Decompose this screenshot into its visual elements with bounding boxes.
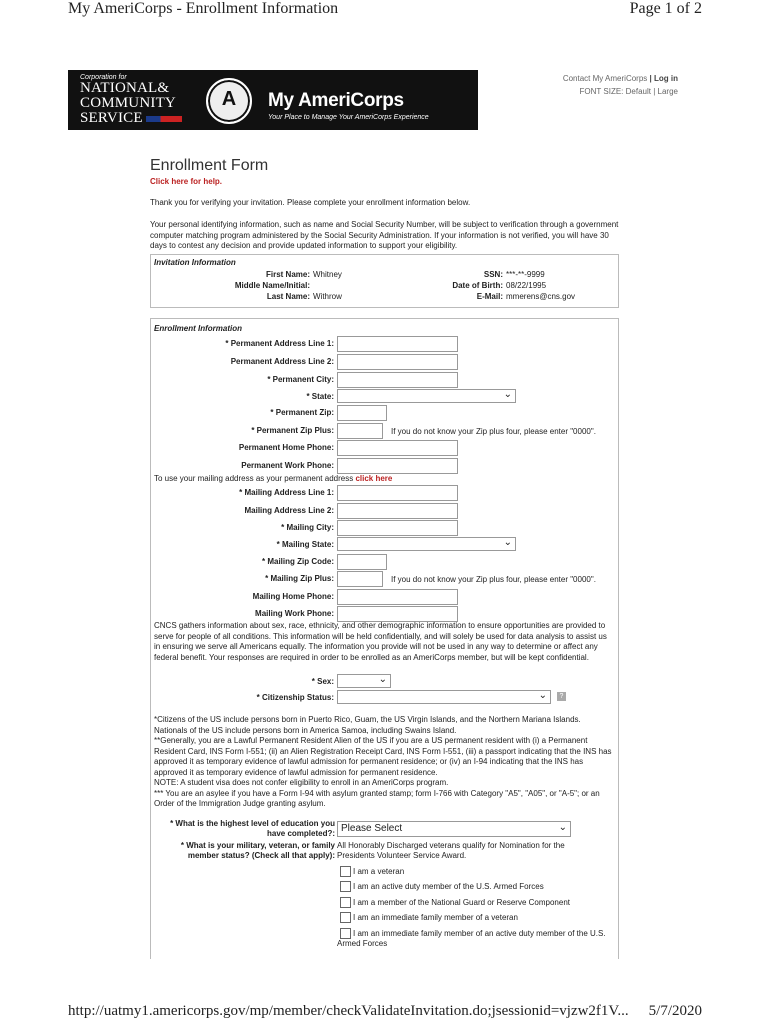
- thanks-text: Thank you for verifying your invitation. Please complete your enrollment information below.: [150, 198, 471, 207]
- invitation-title: Invitation Information: [154, 258, 236, 267]
- cncs-logo-line2: COMMUNITY: [80, 95, 176, 111]
- copy-address-link[interactable]: click here: [355, 474, 393, 483]
- mail-addr1-label: * Mailing Address Line 1:: [239, 488, 334, 497]
- chevron-down-icon: ⌄: [503, 389, 512, 400]
- education-label-line2: have completed?:: [266, 829, 335, 838]
- privacy-text: Your personal identifying information, such as name and Social Security Number, will be subject to verification through a government computer matching program administered by the Social Security Administration. If your information is not verified, you will have 30 days to contest any decision and provide updated information to support your eligibility.: [150, 220, 619, 250]
- last-name-label: Last Name:: [266, 292, 310, 301]
- help-icon[interactable]: ?: [557, 692, 566, 701]
- perm-zip-plus-input[interactable]: [337, 423, 383, 439]
- font-size-label: FONT SIZE:: [579, 87, 624, 96]
- military-label-line2: member status? (Check all that apply):: [187, 851, 335, 860]
- ssn-label: SSN:: [483, 270, 503, 279]
- ssn-value: ***-**-9999: [506, 270, 545, 279]
- citizenship-label: * Citizenship Status:: [256, 693, 334, 702]
- mail-state-label: * Mailing State:: [276, 540, 334, 549]
- education-select-value: Please Select: [341, 823, 403, 834]
- login-link[interactable]: Log in: [654, 74, 678, 83]
- chevron-down-icon: ⌄: [558, 822, 567, 833]
- perm-zip-input[interactable]: [337, 405, 387, 421]
- mail-zip-plus-input[interactable]: [337, 571, 383, 587]
- enrollment-title: Enrollment Information: [154, 324, 242, 333]
- email-value: mmerens@cns.gov: [506, 292, 576, 301]
- flag-icon: [146, 116, 182, 122]
- military-label-line1: * What is your military, veteran, or family: [180, 841, 335, 850]
- perm-work-phone-label: Permanent Work Phone:: [241, 461, 334, 470]
- first-name-label: First Name:: [265, 270, 310, 279]
- brand-tagline: Your Place to Manage Your AmeriCorps Experience: [268, 114, 429, 121]
- print-header-title: My AmeriCorps - Enrollment Information: [68, 0, 339, 17]
- invitation-info-box: [150, 254, 619, 308]
- demographic-text: CNCS gathers information about sex, race, ethnicity, and other demographic information to ensure opportunities are provided to serve for people of all conditions. This information will be held confidentially, and will solely be used for data analysis to assist us in ensuring we serve all Americans equally. The information you provide will not be used in any way to determine or affect any federal benefit. Your responses are required in order to be enrolled as an AmeriCorps member, but will be kept confidential.: [154, 621, 607, 662]
- contact-link[interactable]: Contact My AmeriCorps: [562, 74, 648, 83]
- mail-zip-input[interactable]: [337, 554, 387, 570]
- chevron-down-icon: ⌄: [378, 674, 387, 685]
- page-title: Enrollment Form: [150, 157, 269, 174]
- education-label: [170, 819, 335, 839]
- enrollment-info-box: [150, 318, 619, 959]
- cncs-logo-line1: NATIONAL&: [80, 80, 170, 96]
- active-duty-checkbox-label: I am an active duty member of the U.S. Armed Forces: [353, 882, 544, 891]
- family-active-duty-checkbox-label: I am an immediate family member of an active duty member of the U.S. Armed Forces: [337, 929, 606, 948]
- lpr-note: **Generally, you are a Lawful Permanent Resident Alien of the US if you are a US permanent resident with (i) a Permanent Resident Card, INS Form I-551; (ii) an Alien Registration Receipt Card, INS Form I-551, (iii) a passport indicating that the INS has approved it as temporary evidence of lawful admission for permanent residence; or (iv) an I-94 indicating that the INS has approved it as temporary evidence of lawful admission for permanent residence.: [154, 736, 612, 777]
- brand-title[interactable]: My AmeriCorps: [268, 90, 404, 111]
- family-veteran-checkbox-label: I am an immediate family member of a veteran: [353, 913, 518, 922]
- top-links: Contact My AmeriCorps | Log in FONT SIZE: Default | Large: [562, 74, 678, 96]
- mail-work-phone-input[interactable]: [337, 606, 458, 622]
- mail-zip-label: * Mailing Zip Code:: [262, 557, 334, 566]
- family-veteran-checkbox[interactable]: [340, 912, 351, 923]
- education-label-line1: * What is the highest level of education you: [170, 819, 335, 828]
- state-label: * State:: [306, 392, 334, 401]
- last-name-value: Withrow: [313, 292, 342, 301]
- mail-state-select[interactable]: [337, 537, 516, 551]
- perm-home-phone-input[interactable]: [337, 440, 458, 456]
- middle-name-label: Middle Name/Initial:: [234, 281, 310, 290]
- perm-addr1-label: * Permanent Address Line 1:: [225, 339, 334, 348]
- mail-zip-hint: If you do not know your Zip plus four, please enter "0000".: [391, 575, 596, 584]
- mail-addr1-input[interactable]: [337, 485, 458, 501]
- mail-home-phone-input[interactable]: [337, 589, 458, 605]
- help-link[interactable]: Click here for help.: [150, 177, 223, 186]
- citizens-note: *Citizens of the US include persons born in Puerto Rico, Guam, the US Virgin Islands, and the Northern Mariana Islands. Nationals of the US include persons born in America Samoa, including Swains Island.: [154, 715, 581, 735]
- americorps-seal-icon: A: [206, 78, 252, 124]
- visa-note: NOTE: A student visa does not confer eligibility to enroll in an AmeriCorps program.: [154, 778, 449, 787]
- perm-city-label: * Permanent City:: [267, 375, 334, 384]
- font-default-link[interactable]: Default: [625, 87, 651, 96]
- cncs-logo-line3: SERVICE: [80, 110, 143, 126]
- sex-label: * Sex:: [311, 677, 334, 686]
- asylee-note: *** You are an asylee if you have a Form I-94 with asylum granted stamp; form I-766 with Category "A5", "A05", or "A-5"; or an Order of the Immigration Judge granting asylum.: [154, 788, 600, 808]
- citizenship-select[interactable]: [337, 690, 551, 704]
- guard-reserve-checkbox[interactable]: [340, 897, 351, 908]
- mailing-note: To use your mailing address as your permanent address click here: [154, 474, 393, 483]
- veteran-checkbox-label: I am a veteran: [353, 867, 405, 876]
- state-select[interactable]: [337, 389, 516, 403]
- cncs-logo-small: Corporation for: [80, 74, 127, 81]
- citizenship-notes: [154, 715, 612, 810]
- mail-city-label: * Mailing City:: [281, 523, 334, 532]
- mail-city-input[interactable]: [337, 520, 458, 536]
- perm-work-phone-input[interactable]: [337, 458, 458, 474]
- guard-reserve-checkbox-label: I am a member of the National Guard or Reserve Component: [353, 898, 570, 907]
- first-name-value: Whitney: [313, 270, 342, 279]
- mail-work-phone-label: Mailing Work Phone:: [255, 609, 334, 618]
- active-duty-checkbox[interactable]: [340, 881, 351, 892]
- print-footer-url: http://uatmy1.americorps.gov/mp/member/checkValidateInvitation.do;jsessionid=vjzw2f1V...: [68, 1003, 629, 1019]
- military-hint: [337, 841, 565, 861]
- link-separator: |: [649, 74, 652, 83]
- perm-zip-label: * Permanent Zip:: [270, 408, 334, 417]
- dob-label: Date of Birth:: [452, 281, 503, 290]
- chevron-down-icon: ⌄: [503, 537, 512, 548]
- perm-zip-hint: If you do not know your Zip plus four, please enter "0000".: [391, 427, 596, 436]
- perm-addr1-input[interactable]: [337, 336, 458, 352]
- cncs-logo[interactable]: [80, 74, 182, 126]
- dob-value: 08/22/1995: [506, 281, 547, 290]
- military-hint-line1: All Honorably Discharged veterans qualify for Nomination for the: [337, 841, 565, 850]
- mail-addr2-input[interactable]: [337, 503, 458, 519]
- mail-home-phone-label: Mailing Home Phone:: [252, 592, 334, 601]
- print-footer-date: 5/7/2020: [648, 1003, 702, 1019]
- print-page-number: Page 1 of 2: [629, 0, 702, 17]
- perm-city-input[interactable]: [337, 372, 458, 388]
- perm-addr2-input[interactable]: [337, 354, 458, 370]
- military-hint-line2: Presidents Volunteer Service Award.: [337, 851, 467, 860]
- perm-home-phone-label: Permanent Home Phone:: [238, 443, 334, 452]
- sex-select[interactable]: [337, 674, 391, 688]
- mail-zip-plus-label: * Mailing Zip Plus:: [265, 574, 334, 583]
- perm-addr2-label: Permanent Address Line 2:: [230, 357, 334, 366]
- email-label: E-Mail:: [476, 292, 503, 301]
- veteran-checkbox[interactable]: [340, 866, 351, 877]
- header-banner: [68, 70, 478, 130]
- chevron-down-icon: ⌄: [538, 690, 547, 701]
- mail-addr2-label: Mailing Address Line 2:: [244, 506, 334, 515]
- education-select[interactable]: [337, 821, 571, 837]
- perm-zip-plus-label: * Permanent Zip Plus:: [251, 426, 334, 435]
- font-large-link[interactable]: Large: [657, 87, 678, 96]
- military-label: [181, 841, 335, 861]
